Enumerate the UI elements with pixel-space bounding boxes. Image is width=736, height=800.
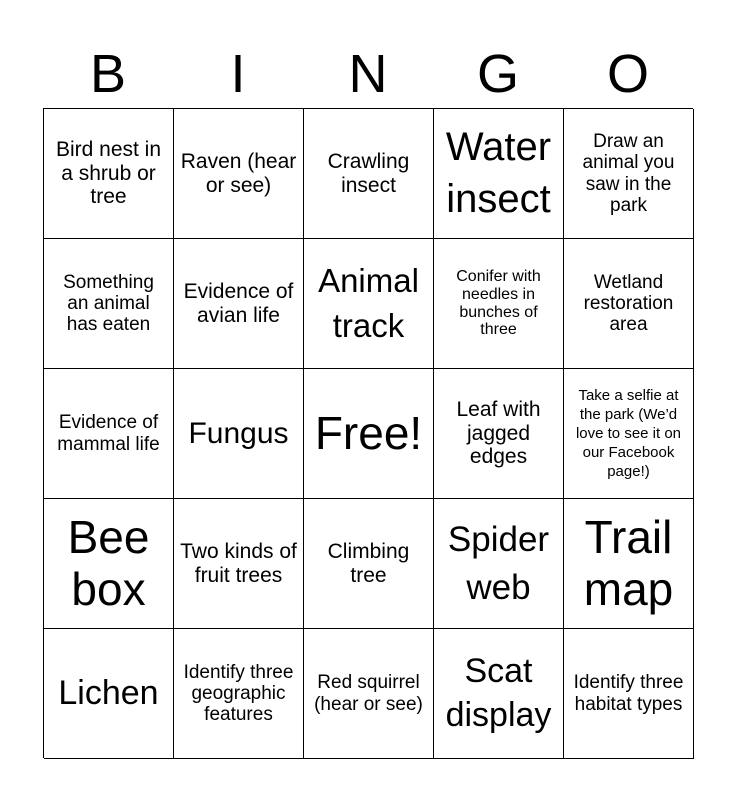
header-letter-b: B [89, 44, 127, 104]
bingo-cell-animal-eaten[interactable]: Something an animal has eaten [44, 239, 174, 369]
bingo-cell-wetland[interactable]: Wetland restoration area [564, 239, 694, 369]
bingo-cell-water-insect[interactable]: Water insect [434, 109, 564, 239]
bingo-cell-jagged-leaf[interactable]: Leaf with jagged edges [434, 369, 564, 499]
header-letter-g: G [476, 44, 519, 104]
header-letter-i: I [230, 44, 246, 104]
bingo-cell-trail-map[interactable]: Trail map [564, 499, 694, 629]
bingo-cell-lichen[interactable]: Lichen [44, 629, 174, 759]
bingo-cell-draw-animal[interactable]: Draw an animal you saw in the park [564, 109, 694, 239]
bingo-header [43, 40, 693, 108]
bingo-cell-avian-life[interactable]: Evidence of avian life [174, 239, 304, 369]
bingo-cell-scat-display[interactable]: Scat display [434, 629, 564, 759]
bingo-cell-bee-box[interactable]: Bee box [44, 499, 174, 629]
bingo-cell-animal-track[interactable]: Animal track [304, 239, 434, 369]
bingo-cell-bird-nest[interactable]: Bird nest in a shrub or tree [44, 109, 174, 239]
bingo-cell-free[interactable]: Free! [304, 369, 434, 499]
bingo-cell-fruit-trees[interactable]: Two kinds of fruit trees [174, 499, 304, 629]
bingo-grid [43, 108, 693, 758]
bingo-cell-geographic-features[interactable]: Identify three geographic features [174, 629, 304, 759]
header-letter-o: O [606, 44, 649, 104]
bingo-cell-conifer[interactable]: Conifer with needles in bunches of three [434, 239, 564, 369]
bingo-cell-crawling-insect[interactable]: Crawling insect [304, 109, 434, 239]
header-letter-n: N [348, 44, 388, 104]
bingo-cell-red-squirrel[interactable]: Red squirrel (hear or see) [304, 629, 434, 759]
bingo-cell-habitat-types[interactable]: Identify three habitat types [564, 629, 694, 759]
bingo-cell-spider-web[interactable]: Spider web [434, 499, 564, 629]
bingo-cell-mammal-life[interactable]: Evidence of mammal life [44, 369, 174, 499]
bingo-cell-climbing-tree[interactable]: Climbing tree [304, 499, 434, 629]
bingo-cell-fungus[interactable]: Fungus [174, 369, 304, 499]
bingo-cell-raven[interactable]: Raven (hear or see) [174, 109, 304, 239]
bingo-cell-selfie[interactable]: Take a selfie at the park (We’d love to see it on our Facebook page!) [564, 369, 694, 499]
